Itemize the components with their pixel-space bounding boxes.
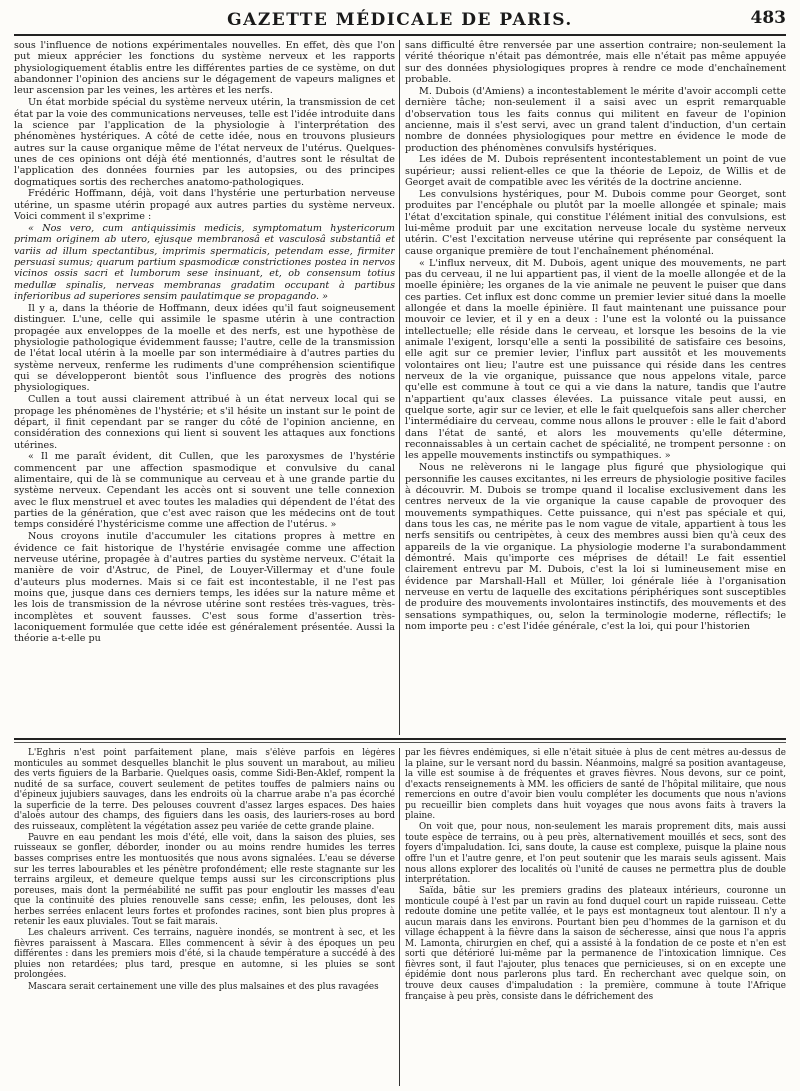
paragraph: Les chaleurs arrivent. Ces terrains, naguère inondés, se montrent à sec, et les fièvres paraissent à Mascara. Elles commencent à sévir à des époques un peu différentes : dans les premiers mois d'été, si la chaude température a succédé à des pluies non retardées; plus tard, presque en automne, si les pluies se sont prolongées. — [14, 928, 395, 981]
page-header — [14, 8, 786, 36]
quotation-cullen: « Il me paraît évident, dit Cullen, que les paroxysmes de l'hystérie commencent par une affection spasmodique et convulsive du canal alimentaire, qui de là se communique au cerveau et à une grande partie du système nerveux. Cependant les accès ont si souvent une telle connexion avec le flux menstruel et avec toutes les maladies qui dépendent de l'état des parties de la génération, que c'est avec raison que les médecins ont de tout temps considéré l'hystéricisme comme une affection de l'utérus. » — [14, 451, 395, 531]
feuilleton-rule-thin — [14, 742, 786, 743]
paragraph: Mascara serait certainement une ville des plus malsaines et des plus ravagées — [28, 981, 379, 992]
paragraph: par les fièvres endémiques, si elle n'était située à plus de cent mètres au-dessus de la plaine, sur le versant nord du bassin. Néanmoins, malgré sa position avantageuse, la ville est soumise à de fréquentes et graves fièvres. Nous devons, sur ce point, d'exacts renseignements à MM. les officiers de santé de l'hôpital militaire, que nous remercions en outre d'avoir bien voulu compléter les documents que nous n'avions pu recueillir bien complets dans huit voyages que nous avons faits à travers la plaine. — [405, 748, 786, 822]
paragraph: Frédéric Hoffmann, déjà, voit dans l'hystérie une perturbation nerveuse utérine, un spasme utérin propagé aux autres parties du système nerveux. Voici comment il s'exprime : — [14, 188, 395, 223]
paragraph: sous l'influence de notions expérimentales nouvelles. En effet, dès que l'on put mieux apprécier les fonctions du système nerveux et les rapports physiologiquement établis entre les différentes parties de ce système, on dut abandonner l'opinion des anciens sur le dégagement de vapeurs malignes et leur ascension par les veines, les artères et les nerfs. — [14, 40, 395, 97]
paragraph: Les convulsions hystériques, pour M. Dubois comme pour Georget, sont produites par l'encéphale ou plutôt par la moelle allongée et spinale; mais l'état d'excitation spinale, qui constitue l'élément initial des convulsions, est lui-même produit par une excitation nerveuse locale du système nerveux utérin. C'est l'excitation nerveuse utérine qui représente par conséquent la cause organique première de tout l'enchaînement phénoménal. — [405, 188, 786, 257]
paragraph: Il y a, dans la théorie de Hoffmann, deux idées qu'il faut soigneusement distinguer. L'une, celle qui assimile le spasme utérin à une contraction propagée aux enveloppes de la moelle et des nerfs, est une hypothèse de physiologie pathologique évidemment fausse; l'autre, celle de la transmission de l'état local utérin à la moelle par son intermédiaire à d'autres parties du système nerveux, renferme les rudiments d'une compréhension scientifique qui se développeront bientôt sous l'influence des progrès des notions physiologiques. — [14, 302, 395, 394]
page-number: 483 — [750, 8, 786, 28]
paragraph: Un état morbide spécial du système nerveux utérin, la transmission de cet état par la voie des communications nerveuses, telle est l'idée introduite dans la science par l'application de la physiologie à l'interprétation des phénomènes hystériques. A côté de cette idée, nous en trouvons plusieurs autres sur la cause organique même de l'état nerveux de l'utérus. Quelques-unes de ces opinions ont déjà été mentionnés, d'autres sont le résultat de l'application des données fournies par les autopsies, ou des principes dogmatiques sortis des recherches anatomo-pathologiques. — [14, 97, 395, 188]
main-text-left-column — [14, 40, 395, 733]
paragraph: Nous croyons inutile d'accumuler les citations propres à mettre en évidence ce fait historique de l'hystérie envisagée comme une affection nerveuse utérine, propagée à d'autres parties du système nerveux. C'était la manière de voir d'Astruc, de Pinel, de Louyer-Villermay et d'une foule d'auteurs plus modernes. Mais si ce fait est incontestable, il ne l'est pas moins que, jusque dans ces derniers temps, les idées sur la nature même et les lois de transmission de la névrose utérine sont restées très-vagues, très-incomplètes et souvent fausses. C'est sous forme d'assertion très-laconiquement formulée que cette idée est généralement présentée. Aussi la théorie a-t-elle pu — [14, 531, 395, 645]
quotation-dubois: « L'influx nerveux, dit M. Dubois, agent unique des mouvements, ne part pas du cerveau, il ne lui appartient pas, il vient de la moelle allongée et de la moelle épinière; les organes de la vie animale ne peuvent le puiser que dans ces parties. Cet influx est donc comme un premier levier situé dans la moelle allongée et dans la moelle épinière. Il faut maintenant une puissance pour mouvoir ce levier, et il y en a deux : l'une est la volonté ou la puissance intellectuelle; elle réside dans le cerveau, et lorsque les besoins de la vie animale l'exigent, lorsqu'elle a senti la possibilité de satisfaire ces besoins, elle agit sur ce premier levier, l'influx part aussitôt et les mouvements volontaires ont lieu; l'autre est une puissance qui réside dans les centres nerveux de la vie organique, puissance que nous appelons vitale, parce qu'elle est commune à tout ce qui a vie dans la nature, tandis que l'autre n'appartient qu'aux classes élevées. La puissance vitale peut aussi, en quelque sorte, agir sur ce levier, et elle le fait quelquefois sans aller chercher l'intermédiaire du cerveau, comme nous allons le prouver : elle le fait d'abord dans l'état de santé, et alors les mouvements qu'elle détermine, reconnaissables à un certain cachet de spécialité, ne trompent personne : on les appelle mouvements instinctifs ou sympathiques. » — [405, 257, 786, 462]
feuilleton-left-column — [14, 748, 395, 1086]
paragraph: Cullen a tout aussi clairement attribué à un état nerveux local qui se propage les phénomènes de l'hystérie; et s'il hésite un instant sur le point de départ, il finit cependant par se ranger du côté de l'opinion ancienne, en considération des connexions qui lient si souvent les attaques aux fonctions utérines. — [14, 394, 395, 451]
paragraph: On voit que, pour nous, non-seulement les marais proprement dits, mais aussi toute espèce de terrains, ou à peu près, alternativement mouillés et secs, sont des foyers d'impaludation. Ici, sans doute, la cause est complexe, puisque la plaine nous offre l'un et l'autre genre, et l'on peut soutenir que les marais seuls agissent. Mais nous allons explorer des localités où l'unité de causes ne permettra plus de double interprétation. — [405, 822, 786, 886]
paragraph: Pauvre en eau pendant les mois d'été, elle voit, dans la saison des pluies, ses ruisseaux se gonfler, déborder, inonder ou au moins rendre humides les terres basses comprises entre les montuosités que nous avons signalées. L'eau se déverse sur les terres labourables et les pénètre profondément; elle reste stagnante sur les terrains argileux, et demeure quelque temps aussi sur les circonscriptions plus poreuses, mais dont la perméabilité ne suffit pas pour engloutir les masses d'eau que la continuité des pluies renouvelle sans cesse; enfin, les pelouses, dont les herbes serrées enlacent leurs fortes et profondes racines, sont bien plus propres à retenir les eaux pluviales. Tout se fait marais. — [14, 832, 395, 928]
paragraph: Nous ne relèverons ni le langage plus figuré que physiologique qui personnifie les causes excitantes, ni les erreurs de physiologie positive faciles à découvrir. M. Dubois se trompe quand il localise exclusivement dans les centres nerveux de la vie organique la cause capable de provoquer des mouvements sympathiques. Cette puissance, qui n'est pas spéciale et qui, dans tous les cas, ne mérite pas le nom vague de vitale, appartient à tous les nerfs sensitifs ou centripètes, à ceux des membres aussi bien qu'à ceux des appareils de la vie organique. La physiologie moderne l'a surabondamment démontré. Mais qu'importe ces méprises de détail! Le fait essentiel clairement entrevu par M. Dubois, c'est la loi si lumineusement mise en évidence par Marshall-Hall et Müller, loi générale liée à l'organisation nerveuse en vertu de laquelle des excitations périphériques sont susceptibles de produire des mouvements involontaires instinctifs, des mouvements et des sensations sympathiques, ou, selon la terminologie moderne, réflectifs; le nom importe peu : c'est l'idée générale, c'est la loi, qui pour l'historien — [405, 462, 786, 633]
main-text-right-column — [405, 40, 786, 733]
page-title: GAZETTE MÉDICALE DE PARIS. — [227, 10, 573, 30]
paragraph: L'Eghris n'est point parfaitement plane, mais s'élève parfois en légères monticules au sommet desquelles blanchit le plus souvent un marabout, au milieu des verts figuiers de la Barbarie. Quelques oasis, comme Sidi-Ben-Aklef, rompent la nudité de sa surface, couvert seulement de petites touffes de palmiers nains ou d'épineux jujubiers sauvages, dans les endroits où la charrue arabe n'a pas écorché la superficie de la terre. Des pelouses couvrent d'assez larges espaces. Des haies d'aloès autour des champs, des figuiers dans les oasis, des lauriers-roses au bord des ruisseaux, complètent la végétation assez peu variée de cette grande plaine. — [14, 748, 395, 832]
paragraph: Les idées de M. Dubois représentent incontestablement un point de vue supérieur; aussi relient-elles ce que la théorie de Lepoiz, de Willis et de Georget avait de compatible avec les vérités de la doctrine ancienne. — [405, 154, 786, 189]
paragraph: sans difficulté être renversée par une assertion contraire; non-seulement la vérité théorique n'était pas démontrée, mais elle n'était pas même appuyée sur des données physiologiques propres à rendre ce mode d'enchaînement probable. — [405, 40, 786, 86]
column-divider — [399, 40, 400, 735]
feuilleton-rule — [14, 738, 786, 740]
feuilleton-right-column — [405, 748, 786, 1086]
paragraph: Saïda, bâtie sur les premiers gradins des plateaux intérieurs, couronne un monticule coupé à l'est par un ravin au fond duquel court un rapide ruisseau. Cette redoute domine une petite vallée, et le pays est montagneux tout alentour. Il n'y a aucun marais dans les environs. Pourtant bien peu d'hommes de la garnison et du village échappent à la fièvre dans la saison de sécheresse, ainsi que nous l'a appris M. Lamonta, chirurgien en chef, qui a assisté à la fondation de ce poste et n'en est sorti que détérioré lui-même par la permanence de l'intoxication limnique. Ces fièvres sont, il faut l'ajouter, plus tenaces que pernicieuses, si on en excepte une épidémie dont nous parlerons plus tard. En recherchant avec quelque soin, on trouve deux causes d'impaludation : la première, commune à toute l'Afrique française à peu près, consiste dans le défrichement des — [405, 886, 786, 1002]
feuilleton-column-divider — [399, 748, 400, 1086]
paragraph: M. Dubois (d'Amiens) a incontestablement le mérite d'avoir accompli cette dernière tâche; non-seulement il a saisi avec un esprit remarquable d'observation tous les faits connus qui militent en faveur de l'opinion ancienne, mais il s'est servi, avec un grand talent d'induction, d'un certain nombre de données physiologiques pour mettre en évidence le mode de production des phénomènes convulsifs hystériques. — [405, 85, 786, 154]
latin-quotation: « Nos vero, cum antiquissimis medicis, symptomatum hystericorum primam originem ab utero, ejusque membranosâ et vasculosâ substantiâ et variis ad illum spectantibus, imprimis spermaticis, petendam esse, firmiter persuasi sumus; quarum partium spasmodicæ constrictiones postea in nervos vicinos ossis sacri et lumborum sese insinuant, et, ob consensum totius medullæ spinalis, nerveas membranas gradatim occupant à partibus inferioribus ad superiores sensim paulatimque se propagando. » — [14, 223, 395, 303]
